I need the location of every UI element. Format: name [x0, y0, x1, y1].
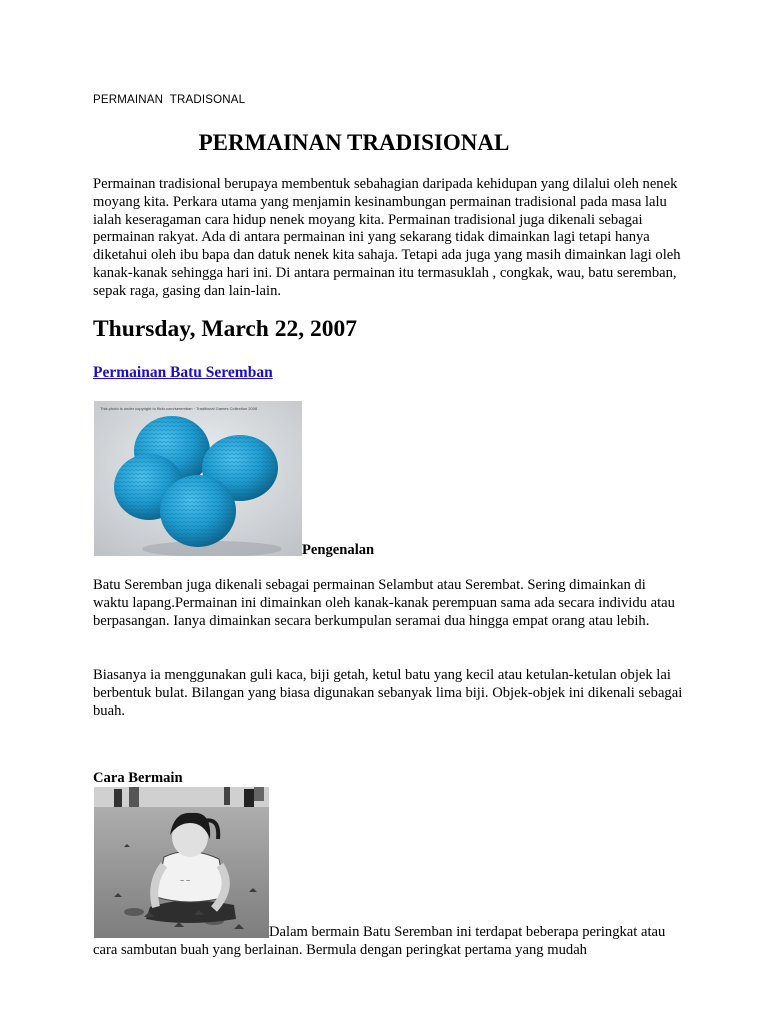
- cara-bermain-paragraph: Dalam bermain Batu Seremban ini terdapat beberapa peringkat atau cara sambutan buah yang berlainan. Bermula dengan peringkat pertama yang mudah: [93, 924, 666, 958]
- photo-caption: This photo is under copyright to flickr.com/seremban · Traditional Games Collection 2006: [100, 406, 258, 411]
- document-header: PERMAINAN TRADISONAL: [93, 94, 246, 106]
- post-date: Thursday, March 22, 2007: [93, 316, 357, 342]
- svg-text:~ ~: ~ ~: [180, 878, 191, 885]
- blue-stones-image: [94, 401, 302, 556]
- intro-paragraph: Permainan tradisional berupaya membentuk sebahagian daripada kehidupan yang dilalui oleh nenek moyang kita. Perkara utama yang menjamin kesinambungan permainan tradisional pada masa lalu ialah keseragaman cara hidup nenek moyang kita. Permainan tradisional juga dikenali sebagai permainan rakyat. Ada di antara permainan ini yang sekarang tidak dimainkan lagi tetapi hanya diketahui oleh ibu bapa dan datuk nenek kita sahaja. Tetapi ada juga yang masih dimainkan lagi oleh kanak-kanak sehingga hari ini. Di antara permainan itu termasuklah , congkak, wau, batu seremban, sepak raga, gasing dan lain-lain.: [93, 176, 681, 299]
- batu-seremban-photo: [94, 401, 302, 556]
- page-title: PERMAINAN TRADISIONAL: [198, 130, 510, 155]
- stone-bottom: [160, 475, 236, 547]
- girl-playing-photo: [94, 787, 269, 938]
- girl-playing-image: [94, 787, 269, 938]
- intro-heading: Pengenalan: [302, 542, 375, 558]
- intro-paragraph-2: Biasanya ia menggunakan guli kaca, biji getah, ketul batu yang kecil atau ketulan-ketulan objek lai berbentuk bulat. Bilangan yang biasa digunakan sebanyak lima biji. Objek-objek ini dikenali sebagai buah.: [93, 667, 683, 719]
- intro-paragraph-1: Batu Seremban juga dikenali sebagai permainan Selambut atau Serembat. Sering dimainkan di waktu lapang.Permainan ini dimainkan oleh kanak-kanak perempuan sama ada secara individu atau berpasangan. Ianya dimainkan secara berkumpulan seramai dua hingga empat orang atau lebih.: [93, 577, 675, 629]
- cara-bermain-heading: Cara Bermain: [93, 770, 183, 786]
- post-title-link[interactable]: Permainan Batu Seremban: [93, 364, 273, 381]
